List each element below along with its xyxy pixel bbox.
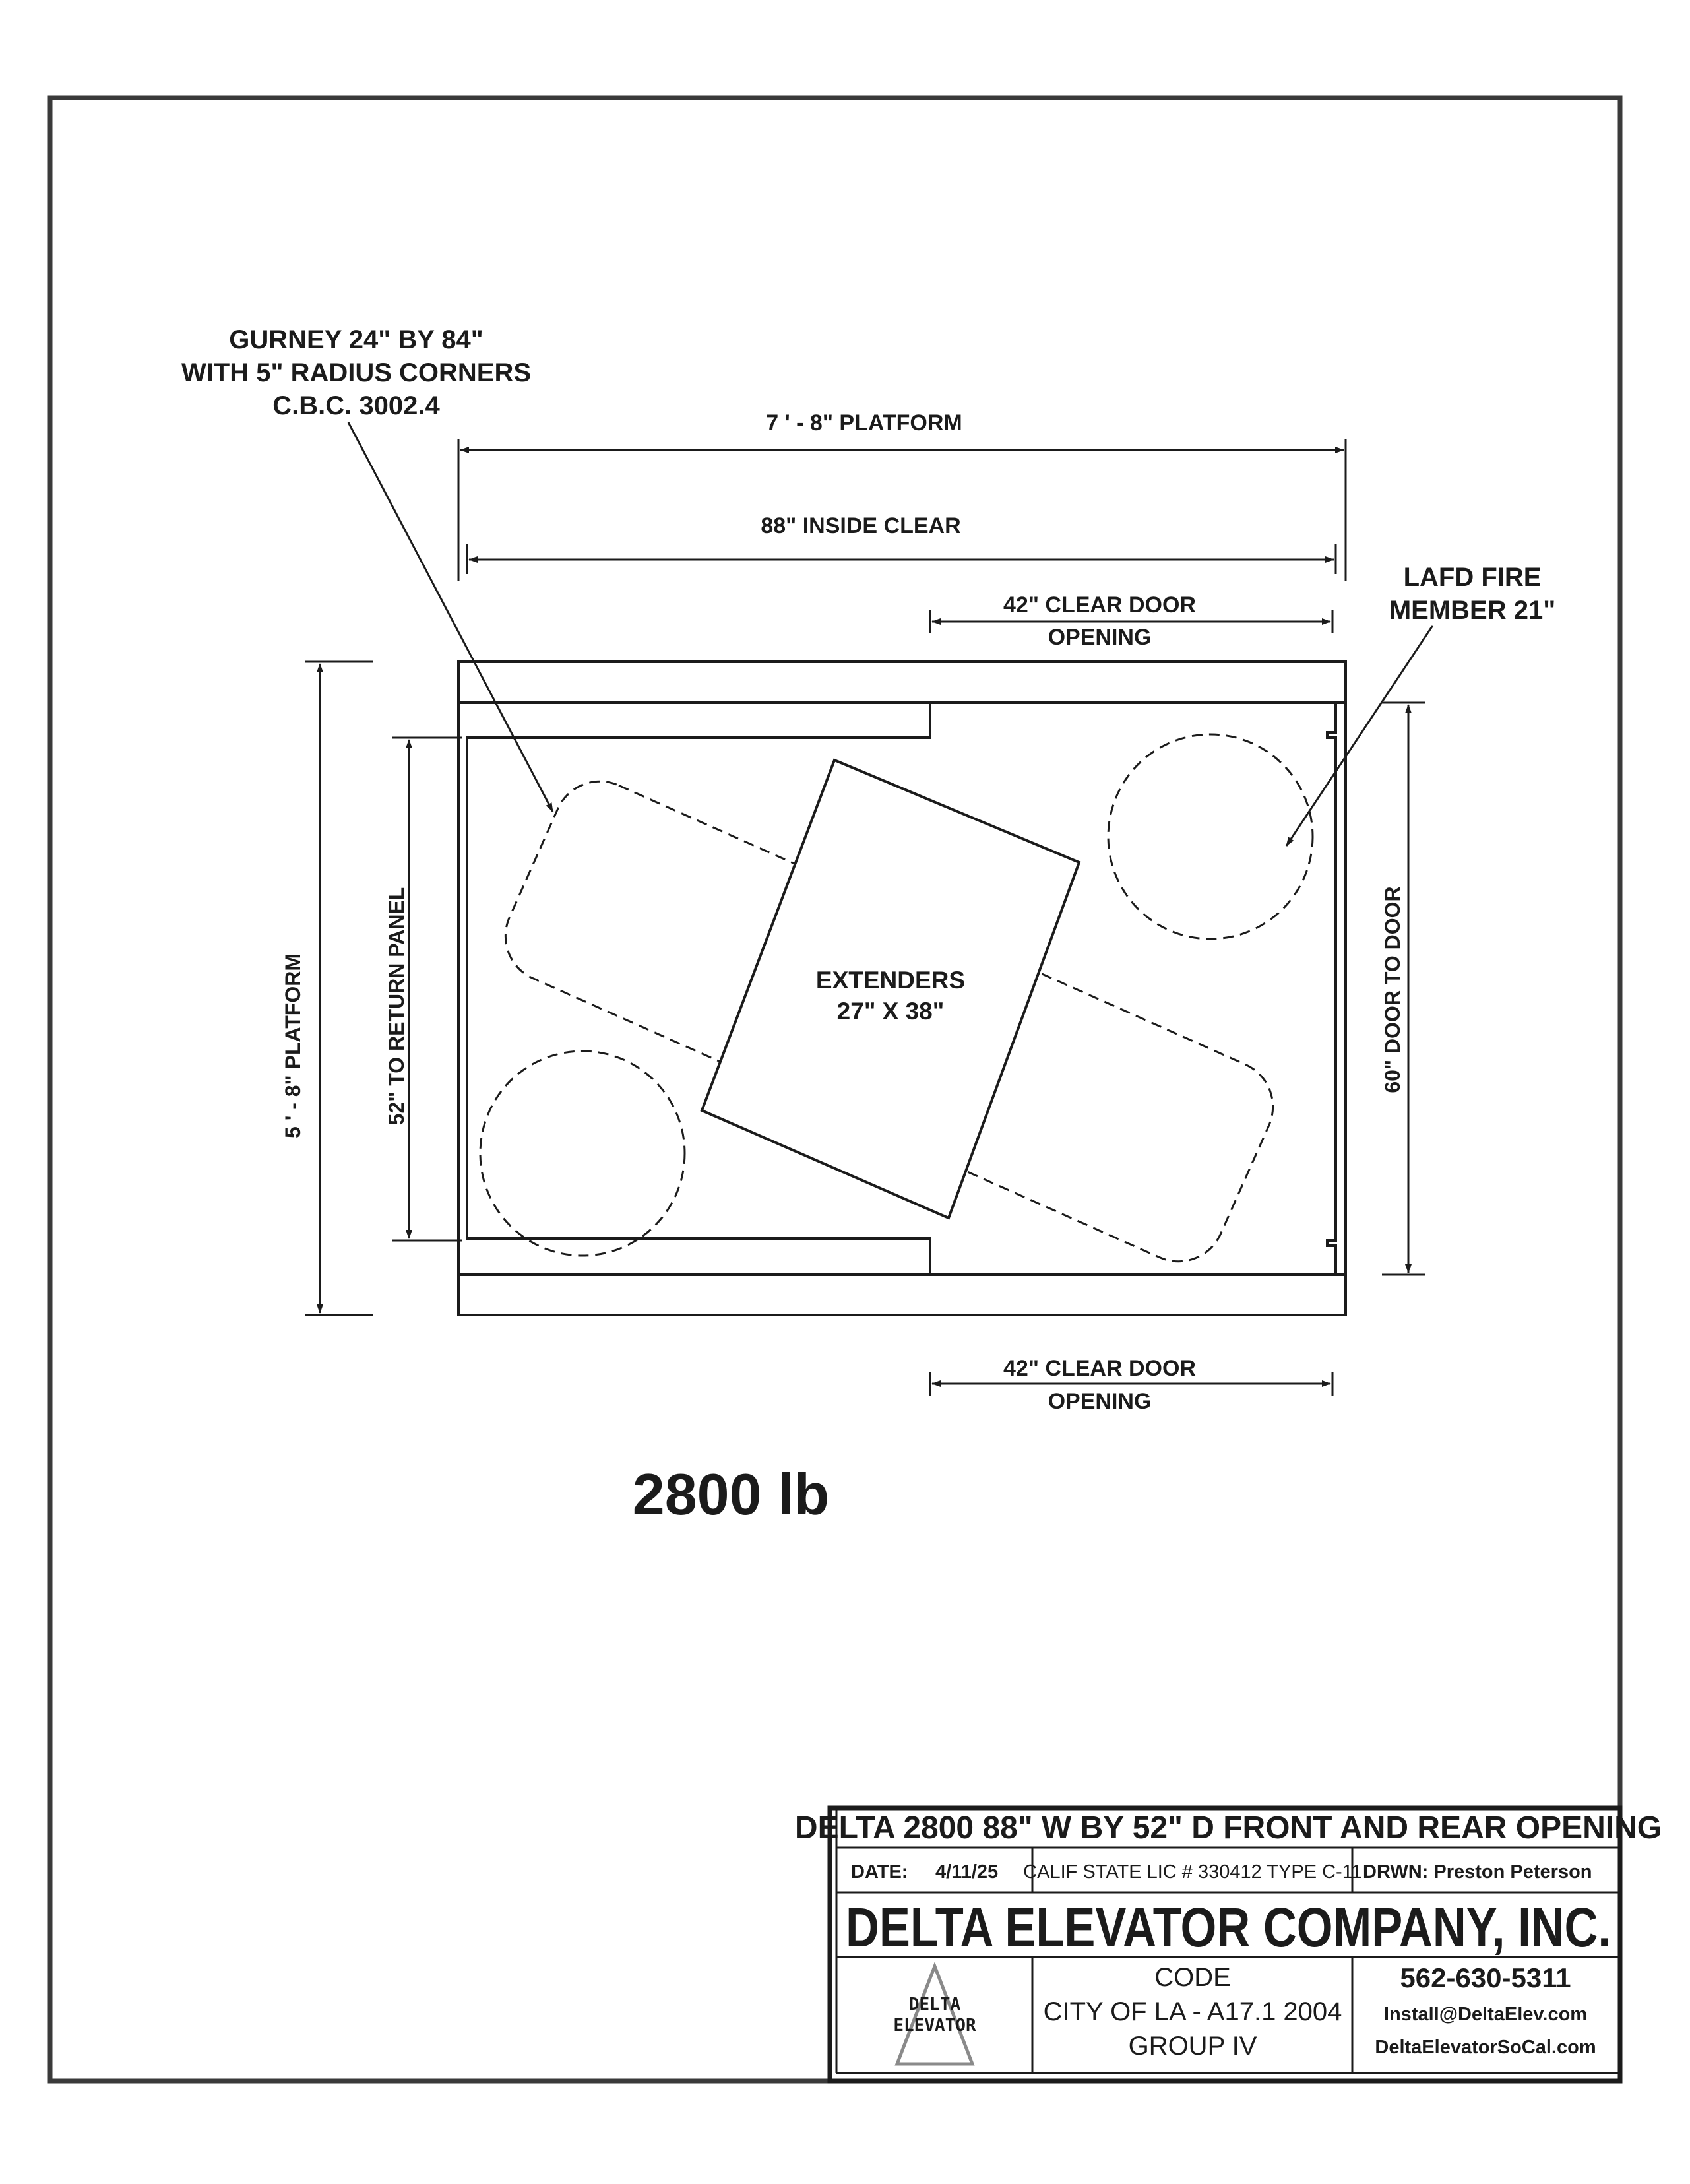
- svg-text:DELTA: DELTA: [908, 1995, 961, 2014]
- date-value: 4/11/25: [935, 1861, 999, 1882]
- platform-depth-label: 5 ' - 8" PLATFORM: [281, 953, 305, 1138]
- top-door-label-1: 42" CLEAR DOOR: [1003, 593, 1196, 618]
- company-name: DELTA ELEVATOR COMPANY, INC.: [846, 1896, 1611, 1958]
- platform-width-label: 7 ' - 8" PLATFORM: [766, 410, 962, 435]
- code-line-1: CODE: [1154, 1963, 1231, 1992]
- gurney-note-line-3: C.B.C. 3002.4: [272, 391, 440, 420]
- website: DeltaElevatorSoCal.com: [1375, 2037, 1596, 2058]
- capacity-label: 2800 lb: [632, 1461, 830, 1527]
- fire-member-circle-left: [480, 1051, 685, 1256]
- bottom-door-label-1: 42" CLEAR DOOR: [1003, 1356, 1196, 1381]
- drawn-by: DRWN: Preston Peterson: [1363, 1861, 1592, 1882]
- phone-number: 562-630-5311: [1400, 1962, 1571, 1993]
- top-door-label-2: OPENING: [1048, 625, 1152, 650]
- gurney-note-line-2: WITH 5" RADIUS CORNERS: [181, 358, 532, 387]
- extenders-label: EXTENDERS: [815, 967, 966, 994]
- door-to-door-label: 60" DOOR TO DOOR: [1381, 886, 1404, 1093]
- fire-member-circle-right: [1108, 734, 1313, 939]
- lafd-note-line-2: MEMBER 21": [1389, 596, 1556, 625]
- date-label: DATE:: [851, 1861, 908, 1882]
- license-text: CALIF STATE LIC # 330412 TYPE C-11: [1023, 1861, 1362, 1882]
- email-address: Install@DeltaElev.com: [1383, 2004, 1588, 2025]
- code-line-2: CITY OF LA - A17.1 2004: [1043, 1997, 1342, 2026]
- delta-elevator-logo: [893, 1966, 976, 2064]
- bottom-door-label-2: OPENING: [1048, 1389, 1152, 1414]
- gurney-note-line-1: GURNEY 24" BY 84": [229, 325, 484, 354]
- inside-clear-label: 88" INSIDE CLEAR: [761, 513, 961, 538]
- return-panel-label: 52" TO RETURN PANEL: [385, 887, 408, 1126]
- extenders-size: 27" X 38": [836, 998, 945, 1025]
- lafd-note-line-1: LAFD FIRE: [1403, 563, 1542, 592]
- code-line-3: GROUP IV: [1128, 2032, 1257, 2061]
- title-block-title: DELTA 2800 88" W BY 52" D FRONT AND REAR OPENING: [794, 1811, 1662, 1846]
- svg-text:ELEVATOR: ELEVATOR: [893, 2016, 976, 2036]
